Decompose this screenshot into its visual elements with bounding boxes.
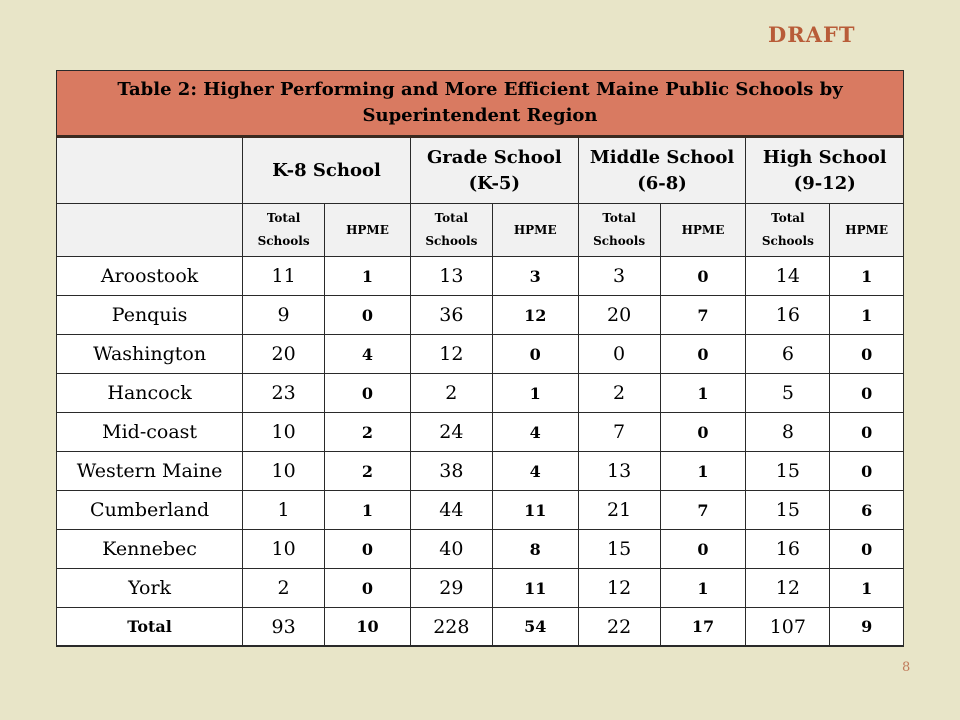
total-cell: 23	[243, 374, 325, 413]
hpme-cell: 0	[830, 452, 904, 491]
hpme-cell: 0	[492, 335, 578, 374]
sub-header-hpme: HPME	[492, 204, 578, 257]
total-cell: 12	[578, 569, 660, 608]
table-title-row	[57, 71, 904, 137]
hpme-cell: 0	[325, 569, 411, 608]
total-cell: 1	[243, 491, 325, 530]
total-cell: 44	[410, 491, 492, 530]
hpme-cell: 7	[660, 491, 746, 530]
total-label: Total	[57, 608, 243, 647]
hpme-cell: 0	[660, 413, 746, 452]
total-cell: 0	[578, 335, 660, 374]
hpme-cell: 1	[830, 569, 904, 608]
hpme-cell: 0	[660, 257, 746, 296]
hpme-cell: 0	[325, 374, 411, 413]
region-cell: York	[57, 569, 243, 608]
total-cell: 2	[410, 374, 492, 413]
table-row	[57, 491, 904, 530]
hpme-cell: 12	[492, 296, 578, 335]
hpme-cell: 0	[660, 530, 746, 569]
total-cell: 228	[410, 608, 492, 647]
hpme-cell: 9	[830, 608, 904, 647]
schools-table	[56, 70, 904, 647]
hpme-cell: 1	[830, 296, 904, 335]
table-row	[57, 452, 904, 491]
table-row	[57, 257, 904, 296]
hpme-cell: 4	[492, 452, 578, 491]
total-cell: 93	[243, 608, 325, 647]
hpme-cell: 17	[660, 608, 746, 647]
hpme-cell: 7	[660, 296, 746, 335]
sub-header-total: Total Schools	[243, 204, 325, 257]
total-cell: 6	[746, 335, 830, 374]
sub-header-blank	[57, 204, 243, 257]
table-row	[57, 374, 904, 413]
table-title: Table 2: Higher Performing and More Efficient Maine Public Schools by Superintendent Region	[57, 71, 904, 137]
hpme-cell: 1	[325, 257, 411, 296]
total-cell: 12	[746, 569, 830, 608]
hpme-cell: 11	[492, 491, 578, 530]
total-cell: 13	[410, 257, 492, 296]
region-cell: Kennebec	[57, 530, 243, 569]
region-cell: Penquis	[57, 296, 243, 335]
region-cell: Aroostook	[57, 257, 243, 296]
total-cell: 38	[410, 452, 492, 491]
group-header-middle: Middle School (6-8)	[578, 137, 746, 204]
region-cell: Western Maine	[57, 452, 243, 491]
group-header-k8: K-8 School	[243, 137, 411, 204]
hpme-cell: 0	[325, 530, 411, 569]
group-header-k5: Grade School (K-5)	[410, 137, 578, 204]
hpme-cell: 0	[830, 335, 904, 374]
sub-header-total: Total Schools	[578, 204, 660, 257]
table-row	[57, 530, 904, 569]
region-cell: Cumberland	[57, 491, 243, 530]
total-cell: 16	[746, 530, 830, 569]
total-cell: 40	[410, 530, 492, 569]
hpme-cell: 0	[660, 335, 746, 374]
group-header-row	[57, 137, 904, 204]
total-cell: 20	[578, 296, 660, 335]
hpme-cell: 1	[660, 374, 746, 413]
region-header-blank	[57, 137, 243, 204]
hpme-cell: 54	[492, 608, 578, 647]
total-cell: 14	[746, 257, 830, 296]
hpme-cell: 10	[325, 608, 411, 647]
total-cell: 24	[410, 413, 492, 452]
page-number: 8	[902, 660, 911, 675]
total-cell: 20	[243, 335, 325, 374]
sub-header-total: Total Schools	[746, 204, 830, 257]
total-cell: 13	[578, 452, 660, 491]
region-cell: Washington	[57, 335, 243, 374]
table-row	[57, 296, 904, 335]
total-cell: 15	[578, 530, 660, 569]
hpme-cell: 1	[492, 374, 578, 413]
total-cell: 16	[746, 296, 830, 335]
hpme-cell: 6	[830, 491, 904, 530]
draft-label: DRAFT	[768, 22, 856, 47]
total-cell: 2	[243, 569, 325, 608]
total-cell: 2	[578, 374, 660, 413]
hpme-cell: 1	[830, 257, 904, 296]
hpme-cell: 0	[830, 413, 904, 452]
total-cell: 15	[746, 452, 830, 491]
sub-header-total: Total Schools	[410, 204, 492, 257]
region-cell: Hancock	[57, 374, 243, 413]
total-cell: 107	[746, 608, 830, 647]
hpme-cell: 0	[830, 530, 904, 569]
hpme-cell: 11	[492, 569, 578, 608]
total-cell: 10	[243, 452, 325, 491]
total-cell: 29	[410, 569, 492, 608]
total-cell: 21	[578, 491, 660, 530]
sub-header-hpme: HPME	[830, 204, 904, 257]
hpme-cell: 8	[492, 530, 578, 569]
total-cell: 11	[243, 257, 325, 296]
hpme-cell: 1	[325, 491, 411, 530]
sub-header-hpme: HPME	[660, 204, 746, 257]
hpme-cell: 0	[325, 296, 411, 335]
total-cell: 15	[746, 491, 830, 530]
hpme-cell: 1	[660, 452, 746, 491]
hpme-cell: 4	[492, 413, 578, 452]
sub-header-row	[57, 204, 904, 257]
total-row	[57, 608, 904, 647]
total-cell: 10	[243, 530, 325, 569]
total-cell: 7	[578, 413, 660, 452]
total-cell: 9	[243, 296, 325, 335]
region-cell: Mid-coast	[57, 413, 243, 452]
hpme-cell: 1	[660, 569, 746, 608]
group-header-high: High School (9-12)	[746, 137, 904, 204]
table-row	[57, 335, 904, 374]
hpme-cell: 3	[492, 257, 578, 296]
hpme-cell: 0	[830, 374, 904, 413]
total-cell: 22	[578, 608, 660, 647]
sub-header-hpme: HPME	[325, 204, 411, 257]
hpme-cell: 4	[325, 335, 411, 374]
hpme-cell: 2	[325, 452, 411, 491]
table-row	[57, 569, 904, 608]
total-cell: 5	[746, 374, 830, 413]
total-cell: 12	[410, 335, 492, 374]
hpme-cell: 2	[325, 413, 411, 452]
total-cell: 3	[578, 257, 660, 296]
total-cell: 10	[243, 413, 325, 452]
total-cell: 8	[746, 413, 830, 452]
total-cell: 36	[410, 296, 492, 335]
table-row	[57, 413, 904, 452]
